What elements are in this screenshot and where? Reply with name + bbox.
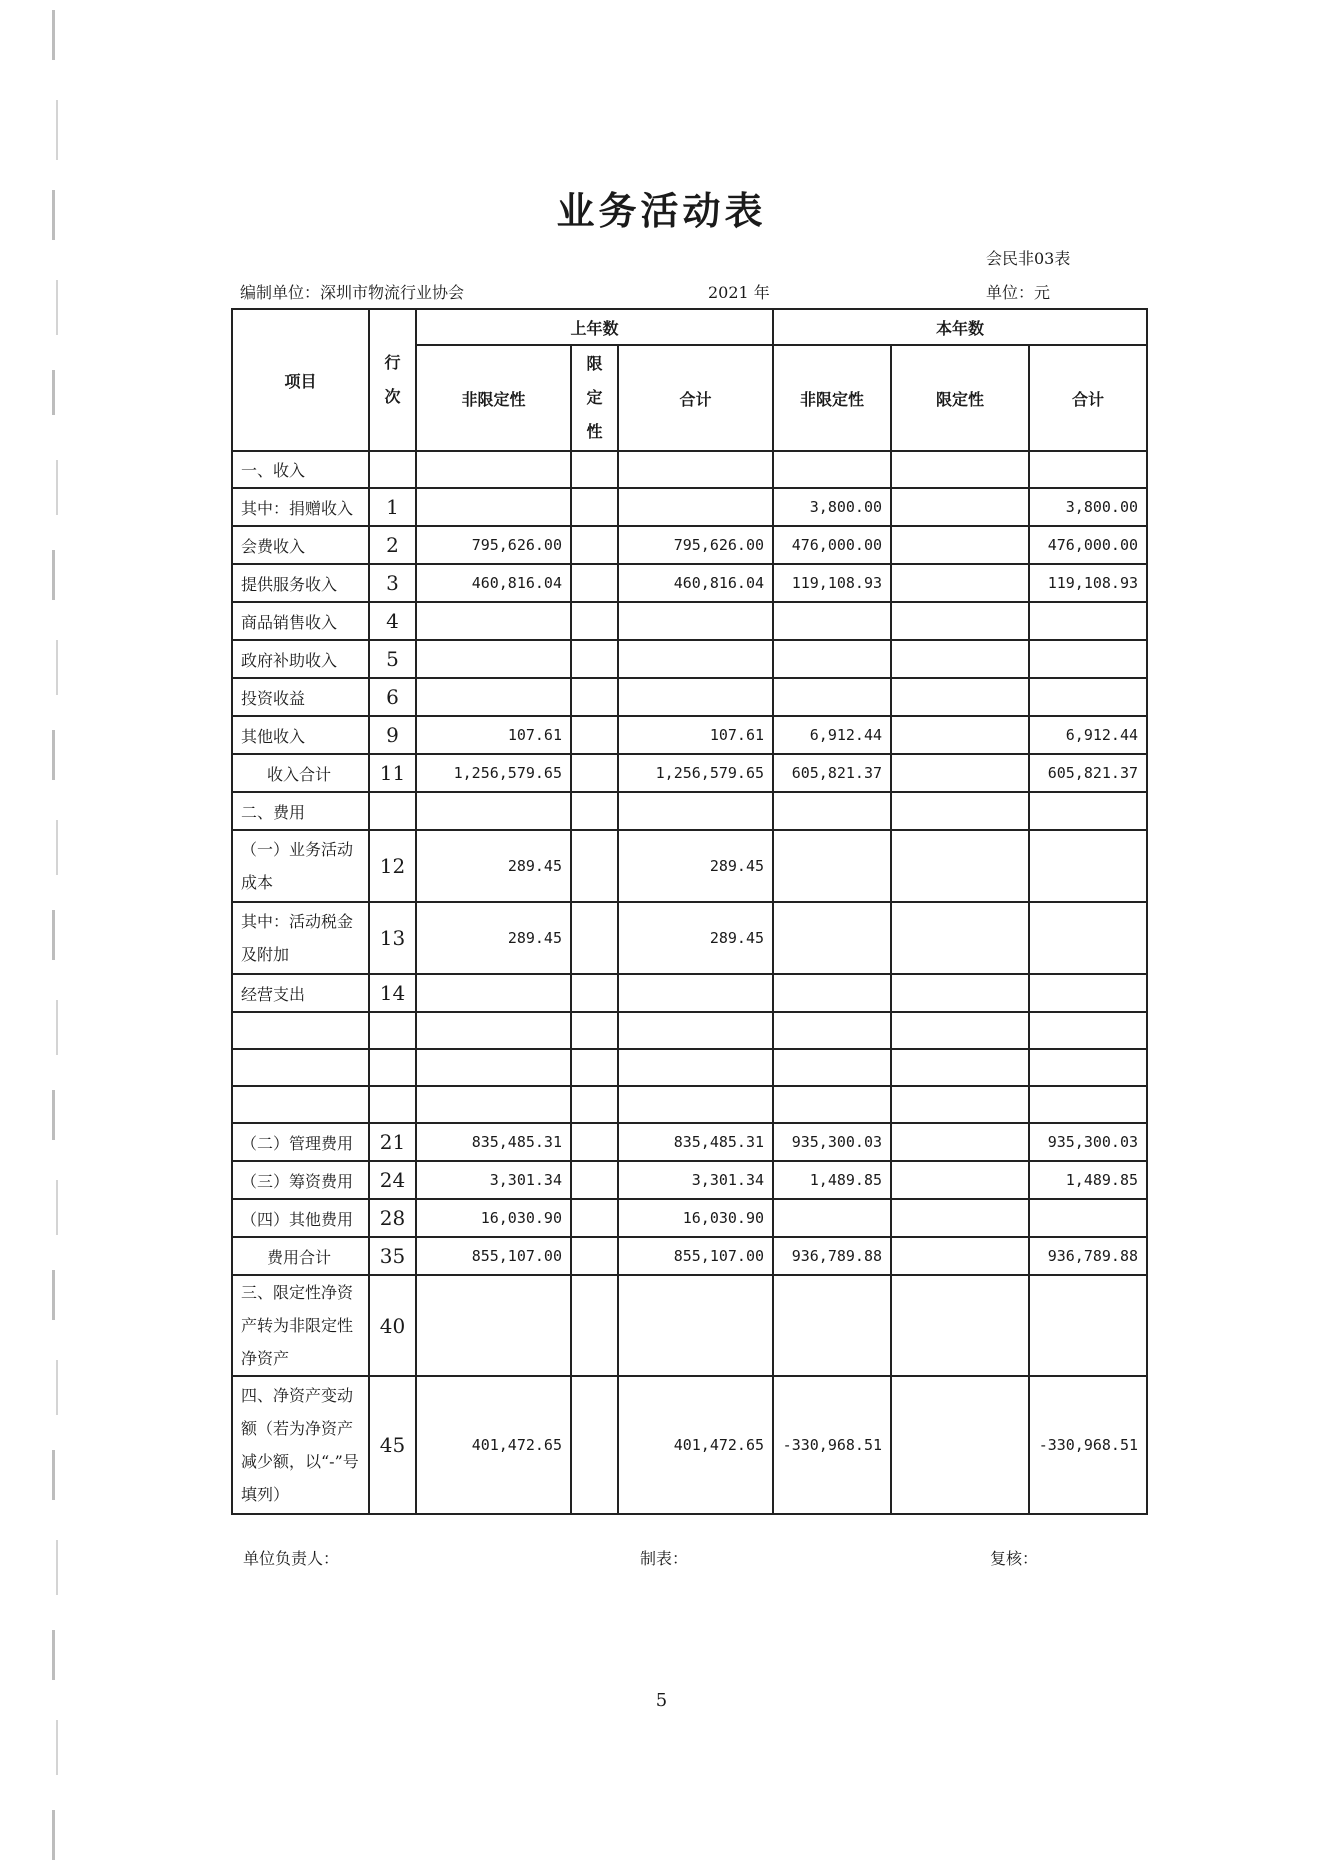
binding-mark bbox=[56, 640, 58, 695]
table-row bbox=[232, 1049, 1147, 1086]
report-year: 2021 年 bbox=[708, 283, 770, 302]
row-prev-restricted bbox=[571, 678, 618, 716]
row-this-total bbox=[1029, 678, 1147, 716]
row-this-unrestricted: 3,800.00 bbox=[773, 488, 891, 526]
table-row bbox=[232, 1376, 1147, 1514]
row-prev-unrestricted bbox=[416, 488, 571, 526]
row-this-restricted bbox=[891, 902, 1029, 974]
row-prev-restricted bbox=[571, 716, 618, 754]
table-row bbox=[232, 830, 1147, 902]
row-this-total: 3,800.00 bbox=[1029, 488, 1147, 526]
row-this-unrestricted: 936,789.88 bbox=[773, 1237, 891, 1275]
row-this-restricted bbox=[891, 1376, 1029, 1514]
row-prev-total: 289.45 bbox=[618, 830, 773, 902]
row-this-restricted bbox=[891, 488, 1029, 526]
binding-mark bbox=[56, 1540, 58, 1595]
row-this-restricted bbox=[891, 678, 1029, 716]
row-prev-restricted bbox=[571, 1086, 618, 1123]
table-row bbox=[232, 792, 1147, 830]
row-this-total: 119,108.93 bbox=[1029, 564, 1147, 602]
row-prev-total bbox=[618, 1275, 773, 1376]
header-this-restricted: 限定性 bbox=[891, 345, 1029, 451]
row-this-unrestricted bbox=[773, 902, 891, 974]
row-prev-unrestricted: 1,256,579.65 bbox=[416, 754, 571, 792]
row-prev-restricted bbox=[571, 1199, 618, 1237]
row-this-unrestricted bbox=[773, 792, 891, 830]
row-this-total: -330,968.51 bbox=[1029, 1376, 1147, 1514]
row-item: 四、净资产变动额（若为净资产减少额，以“-”号填列） bbox=[232, 1376, 369, 1514]
row-this-total bbox=[1029, 1049, 1147, 1086]
row-prev-total: 289.45 bbox=[618, 902, 773, 974]
row-this-total bbox=[1029, 1199, 1147, 1237]
row-this-restricted bbox=[891, 1086, 1029, 1123]
row-prev-total bbox=[618, 451, 773, 488]
table-row bbox=[232, 451, 1147, 488]
row-this-restricted bbox=[891, 451, 1029, 488]
row-prev-unrestricted: 289.45 bbox=[416, 830, 571, 902]
row-prev-total: 3,301.34 bbox=[618, 1161, 773, 1199]
row-this-total bbox=[1029, 1086, 1147, 1123]
row-this-restricted bbox=[891, 564, 1029, 602]
binding-mark bbox=[56, 1000, 58, 1055]
row-this-total bbox=[1029, 792, 1147, 830]
currency-unit: 单位：元 bbox=[986, 283, 1051, 302]
row-line: 12 bbox=[369, 830, 416, 902]
row-this-unrestricted bbox=[773, 1086, 891, 1123]
row-item: 其他收入 bbox=[232, 716, 369, 754]
row-this-total bbox=[1029, 1275, 1147, 1376]
row-this-total bbox=[1029, 974, 1147, 1012]
row-prev-restricted bbox=[571, 640, 618, 678]
binding-mark bbox=[56, 820, 58, 875]
row-item: 二、费用 bbox=[232, 792, 369, 830]
table-row bbox=[232, 1237, 1147, 1275]
row-line: 28 bbox=[369, 1199, 416, 1237]
row-this-restricted bbox=[891, 974, 1029, 1012]
header-prev-restricted bbox=[571, 345, 618, 451]
row-line bbox=[369, 1049, 416, 1086]
binding-mark bbox=[52, 1090, 55, 1140]
row-this-restricted bbox=[891, 830, 1029, 902]
header-prev-total: 合计 bbox=[618, 345, 773, 451]
row-prev-total bbox=[618, 488, 773, 526]
row-this-unrestricted bbox=[773, 1049, 891, 1086]
row-line: 11 bbox=[369, 754, 416, 792]
row-prev-total: 16,030.90 bbox=[618, 1199, 773, 1237]
row-prev-restricted bbox=[571, 1161, 618, 1199]
row-line: 24 bbox=[369, 1161, 416, 1199]
row-this-unrestricted bbox=[773, 451, 891, 488]
row-this-restricted bbox=[891, 754, 1029, 792]
table-row bbox=[232, 564, 1147, 602]
row-this-total bbox=[1029, 1012, 1147, 1049]
row-this-unrestricted bbox=[773, 602, 891, 640]
row-line: 1 bbox=[369, 488, 416, 526]
row-this-restricted bbox=[891, 1012, 1029, 1049]
row-prev-unrestricted bbox=[416, 1049, 571, 1086]
header-line bbox=[369, 309, 416, 451]
row-this-restricted bbox=[891, 526, 1029, 564]
header-prev-year: 上年数 bbox=[416, 309, 773, 345]
row-this-restricted bbox=[891, 792, 1029, 830]
row-prev-total: 1,256,579.65 bbox=[618, 754, 773, 792]
row-item: 三、限定性净资产转为非限定性净资产 bbox=[232, 1275, 369, 1376]
row-this-unrestricted bbox=[773, 1199, 891, 1237]
table-row bbox=[232, 602, 1147, 640]
row-item: 一、收入 bbox=[232, 451, 369, 488]
page-number: 5 bbox=[655, 1690, 668, 1711]
row-prev-restricted bbox=[571, 754, 618, 792]
row-prev-total: 401,472.65 bbox=[618, 1376, 773, 1514]
row-line: 45 bbox=[369, 1376, 416, 1514]
row-line bbox=[369, 1012, 416, 1049]
row-prev-total: 795,626.00 bbox=[618, 526, 773, 564]
binding-mark bbox=[52, 370, 55, 415]
binding-mark bbox=[56, 1720, 58, 1775]
footer-reviewer: 复核： bbox=[990, 1549, 1039, 1568]
row-prev-restricted bbox=[571, 526, 618, 564]
row-this-total bbox=[1029, 602, 1147, 640]
table-header bbox=[232, 309, 1147, 451]
table-row bbox=[232, 1275, 1147, 1376]
row-item: 费用合计 bbox=[232, 1237, 369, 1275]
row-prev-restricted bbox=[571, 602, 618, 640]
row-prev-restricted bbox=[571, 1012, 618, 1049]
binding-mark bbox=[52, 1450, 55, 1500]
table-row bbox=[232, 1199, 1147, 1237]
table-row bbox=[232, 754, 1147, 792]
row-line: 5 bbox=[369, 640, 416, 678]
footer-responsible: 单位负责人： bbox=[243, 1549, 340, 1568]
row-this-restricted bbox=[891, 640, 1029, 678]
row-item: 提供服务收入 bbox=[232, 564, 369, 602]
binding-mark bbox=[56, 1360, 58, 1415]
header-this-total: 合计 bbox=[1029, 345, 1147, 451]
binding-marks bbox=[0, 0, 80, 1871]
row-prev-restricted bbox=[571, 1237, 618, 1275]
row-this-restricted bbox=[891, 1199, 1029, 1237]
row-prev-total bbox=[618, 678, 773, 716]
row-prev-unrestricted: 107.61 bbox=[416, 716, 571, 754]
table-row bbox=[232, 678, 1147, 716]
row-item: 政府补助收入 bbox=[232, 640, 369, 678]
row-this-total: 1,489.85 bbox=[1029, 1161, 1147, 1199]
header-item: 项目 bbox=[232, 309, 369, 451]
row-prev-restricted bbox=[571, 902, 618, 974]
row-prev-total bbox=[618, 974, 773, 1012]
row-this-unrestricted: 119,108.93 bbox=[773, 564, 891, 602]
header-prev-restricted-text: 限定性 bbox=[586, 354, 603, 441]
footer-preparer: 制表： bbox=[640, 1549, 689, 1568]
binding-mark bbox=[52, 910, 55, 960]
row-prev-unrestricted bbox=[416, 1275, 571, 1376]
row-prev-restricted bbox=[571, 1123, 618, 1161]
header-this-year: 本年数 bbox=[773, 309, 1147, 345]
row-this-unrestricted: -330,968.51 bbox=[773, 1376, 891, 1514]
row-line bbox=[369, 792, 416, 830]
row-prev-total bbox=[618, 1049, 773, 1086]
row-prev-total: 835,485.31 bbox=[618, 1123, 773, 1161]
row-this-unrestricted: 6,912.44 bbox=[773, 716, 891, 754]
table-row bbox=[232, 526, 1147, 564]
row-this-restricted bbox=[891, 602, 1029, 640]
row-prev-unrestricted: 289.45 bbox=[416, 902, 571, 974]
binding-mark bbox=[52, 550, 55, 600]
row-this-restricted bbox=[891, 1123, 1029, 1161]
table-row bbox=[232, 716, 1147, 754]
row-this-restricted bbox=[891, 1237, 1029, 1275]
header-prev-unrestricted: 非限定性 bbox=[416, 345, 571, 451]
page-title: 业务活动表 bbox=[556, 188, 767, 233]
row-this-total bbox=[1029, 902, 1147, 974]
row-line: 9 bbox=[369, 716, 416, 754]
row-this-total: 935,300.03 bbox=[1029, 1123, 1147, 1161]
table-row bbox=[232, 1123, 1147, 1161]
row-line: 6 bbox=[369, 678, 416, 716]
row-this-unrestricted bbox=[773, 1275, 891, 1376]
row-item: 商品销售收入 bbox=[232, 602, 369, 640]
row-line: 2 bbox=[369, 526, 416, 564]
row-item: 其中：活动税金及附加 bbox=[232, 902, 369, 974]
row-line bbox=[369, 451, 416, 488]
row-this-unrestricted bbox=[773, 974, 891, 1012]
binding-mark bbox=[56, 1180, 58, 1235]
row-prev-restricted bbox=[571, 451, 618, 488]
row-prev-unrestricted: 835,485.31 bbox=[416, 1123, 571, 1161]
organization-label: 编制单位：深圳市物流行业协会 bbox=[240, 283, 465, 302]
row-prev-restricted bbox=[571, 488, 618, 526]
row-item: （四）其他费用 bbox=[232, 1199, 369, 1237]
row-this-restricted bbox=[891, 716, 1029, 754]
row-line: 13 bbox=[369, 902, 416, 974]
row-prev-restricted bbox=[571, 830, 618, 902]
row-item bbox=[232, 1012, 369, 1049]
row-line: 3 bbox=[369, 564, 416, 602]
row-prev-total bbox=[618, 602, 773, 640]
row-prev-unrestricted: 855,107.00 bbox=[416, 1237, 571, 1275]
row-prev-restricted bbox=[571, 792, 618, 830]
row-prev-unrestricted: 401,472.65 bbox=[416, 1376, 571, 1514]
row-item bbox=[232, 1049, 369, 1086]
row-this-unrestricted bbox=[773, 1012, 891, 1049]
row-prev-unrestricted: 3,301.34 bbox=[416, 1161, 571, 1199]
row-this-total: 605,821.37 bbox=[1029, 754, 1147, 792]
row-item: （二）管理费用 bbox=[232, 1123, 369, 1161]
row-prev-total bbox=[618, 792, 773, 830]
form-code: 会民非03表 bbox=[986, 249, 1071, 268]
row-this-total bbox=[1029, 640, 1147, 678]
row-this-unrestricted bbox=[773, 640, 891, 678]
row-prev-unrestricted: 795,626.00 bbox=[416, 526, 571, 564]
row-prev-unrestricted: 460,816.04 bbox=[416, 564, 571, 602]
row-line: 14 bbox=[369, 974, 416, 1012]
business-activity-table bbox=[231, 308, 1148, 1515]
row-prev-restricted bbox=[571, 1049, 618, 1086]
row-line: 4 bbox=[369, 602, 416, 640]
row-item: 收入合计 bbox=[232, 754, 369, 792]
row-line bbox=[369, 1086, 416, 1123]
row-this-total bbox=[1029, 830, 1147, 902]
binding-mark bbox=[52, 10, 55, 60]
row-this-unrestricted: 605,821.37 bbox=[773, 754, 891, 792]
row-prev-unrestricted bbox=[416, 1012, 571, 1049]
row-prev-restricted bbox=[571, 564, 618, 602]
row-line: 40 bbox=[369, 1275, 416, 1376]
binding-mark bbox=[52, 730, 55, 780]
row-this-total: 936,789.88 bbox=[1029, 1237, 1147, 1275]
row-prev-total bbox=[618, 1012, 773, 1049]
row-prev-unrestricted bbox=[416, 451, 571, 488]
table-body bbox=[232, 451, 1147, 1514]
table-row bbox=[232, 1012, 1147, 1049]
row-prev-restricted bbox=[571, 1376, 618, 1514]
row-this-unrestricted: 1,489.85 bbox=[773, 1161, 891, 1199]
row-prev-total bbox=[618, 640, 773, 678]
row-this-total: 6,912.44 bbox=[1029, 716, 1147, 754]
row-prev-unrestricted bbox=[416, 792, 571, 830]
row-item bbox=[232, 1086, 369, 1123]
row-prev-unrestricted bbox=[416, 602, 571, 640]
header-this-unrestricted: 非限定性 bbox=[773, 345, 891, 451]
row-prev-total bbox=[618, 1086, 773, 1123]
table-row bbox=[232, 1161, 1147, 1199]
row-prev-total: 460,816.04 bbox=[618, 564, 773, 602]
table-row bbox=[232, 488, 1147, 526]
table-row bbox=[232, 1086, 1147, 1123]
row-this-total bbox=[1029, 451, 1147, 488]
binding-mark bbox=[56, 100, 58, 160]
row-item: （一）业务活动成本 bbox=[232, 830, 369, 902]
row-prev-unrestricted: 16,030.90 bbox=[416, 1199, 571, 1237]
table-row bbox=[232, 974, 1147, 1012]
row-prev-unrestricted bbox=[416, 640, 571, 678]
row-this-unrestricted: 476,000.00 bbox=[773, 526, 891, 564]
row-line: 35 bbox=[369, 1237, 416, 1275]
row-line: 21 bbox=[369, 1123, 416, 1161]
row-prev-total: 107.61 bbox=[618, 716, 773, 754]
row-item: 经营支出 bbox=[232, 974, 369, 1012]
row-item: （三）筹资费用 bbox=[232, 1161, 369, 1199]
binding-mark bbox=[52, 1630, 55, 1680]
row-item: 投资收益 bbox=[232, 678, 369, 716]
table-row bbox=[232, 640, 1147, 678]
row-this-unrestricted bbox=[773, 678, 891, 716]
row-prev-unrestricted bbox=[416, 974, 571, 1012]
binding-mark bbox=[56, 280, 58, 335]
row-item: 其中：捐赠收入 bbox=[232, 488, 369, 526]
row-prev-unrestricted bbox=[416, 1086, 571, 1123]
row-prev-restricted bbox=[571, 1275, 618, 1376]
binding-mark bbox=[52, 1810, 55, 1860]
row-this-restricted bbox=[891, 1275, 1029, 1376]
row-prev-restricted bbox=[571, 974, 618, 1012]
binding-mark bbox=[56, 460, 58, 515]
header-line-text: 行次 bbox=[384, 353, 401, 406]
row-this-unrestricted bbox=[773, 830, 891, 902]
row-this-total: 476,000.00 bbox=[1029, 526, 1147, 564]
row-prev-unrestricted bbox=[416, 678, 571, 716]
row-this-unrestricted: 935,300.03 bbox=[773, 1123, 891, 1161]
table-row bbox=[232, 902, 1147, 974]
row-this-restricted bbox=[891, 1049, 1029, 1086]
binding-mark bbox=[52, 1270, 55, 1320]
row-prev-total: 855,107.00 bbox=[618, 1237, 773, 1275]
row-item: 会费收入 bbox=[232, 526, 369, 564]
row-this-restricted bbox=[891, 1161, 1029, 1199]
